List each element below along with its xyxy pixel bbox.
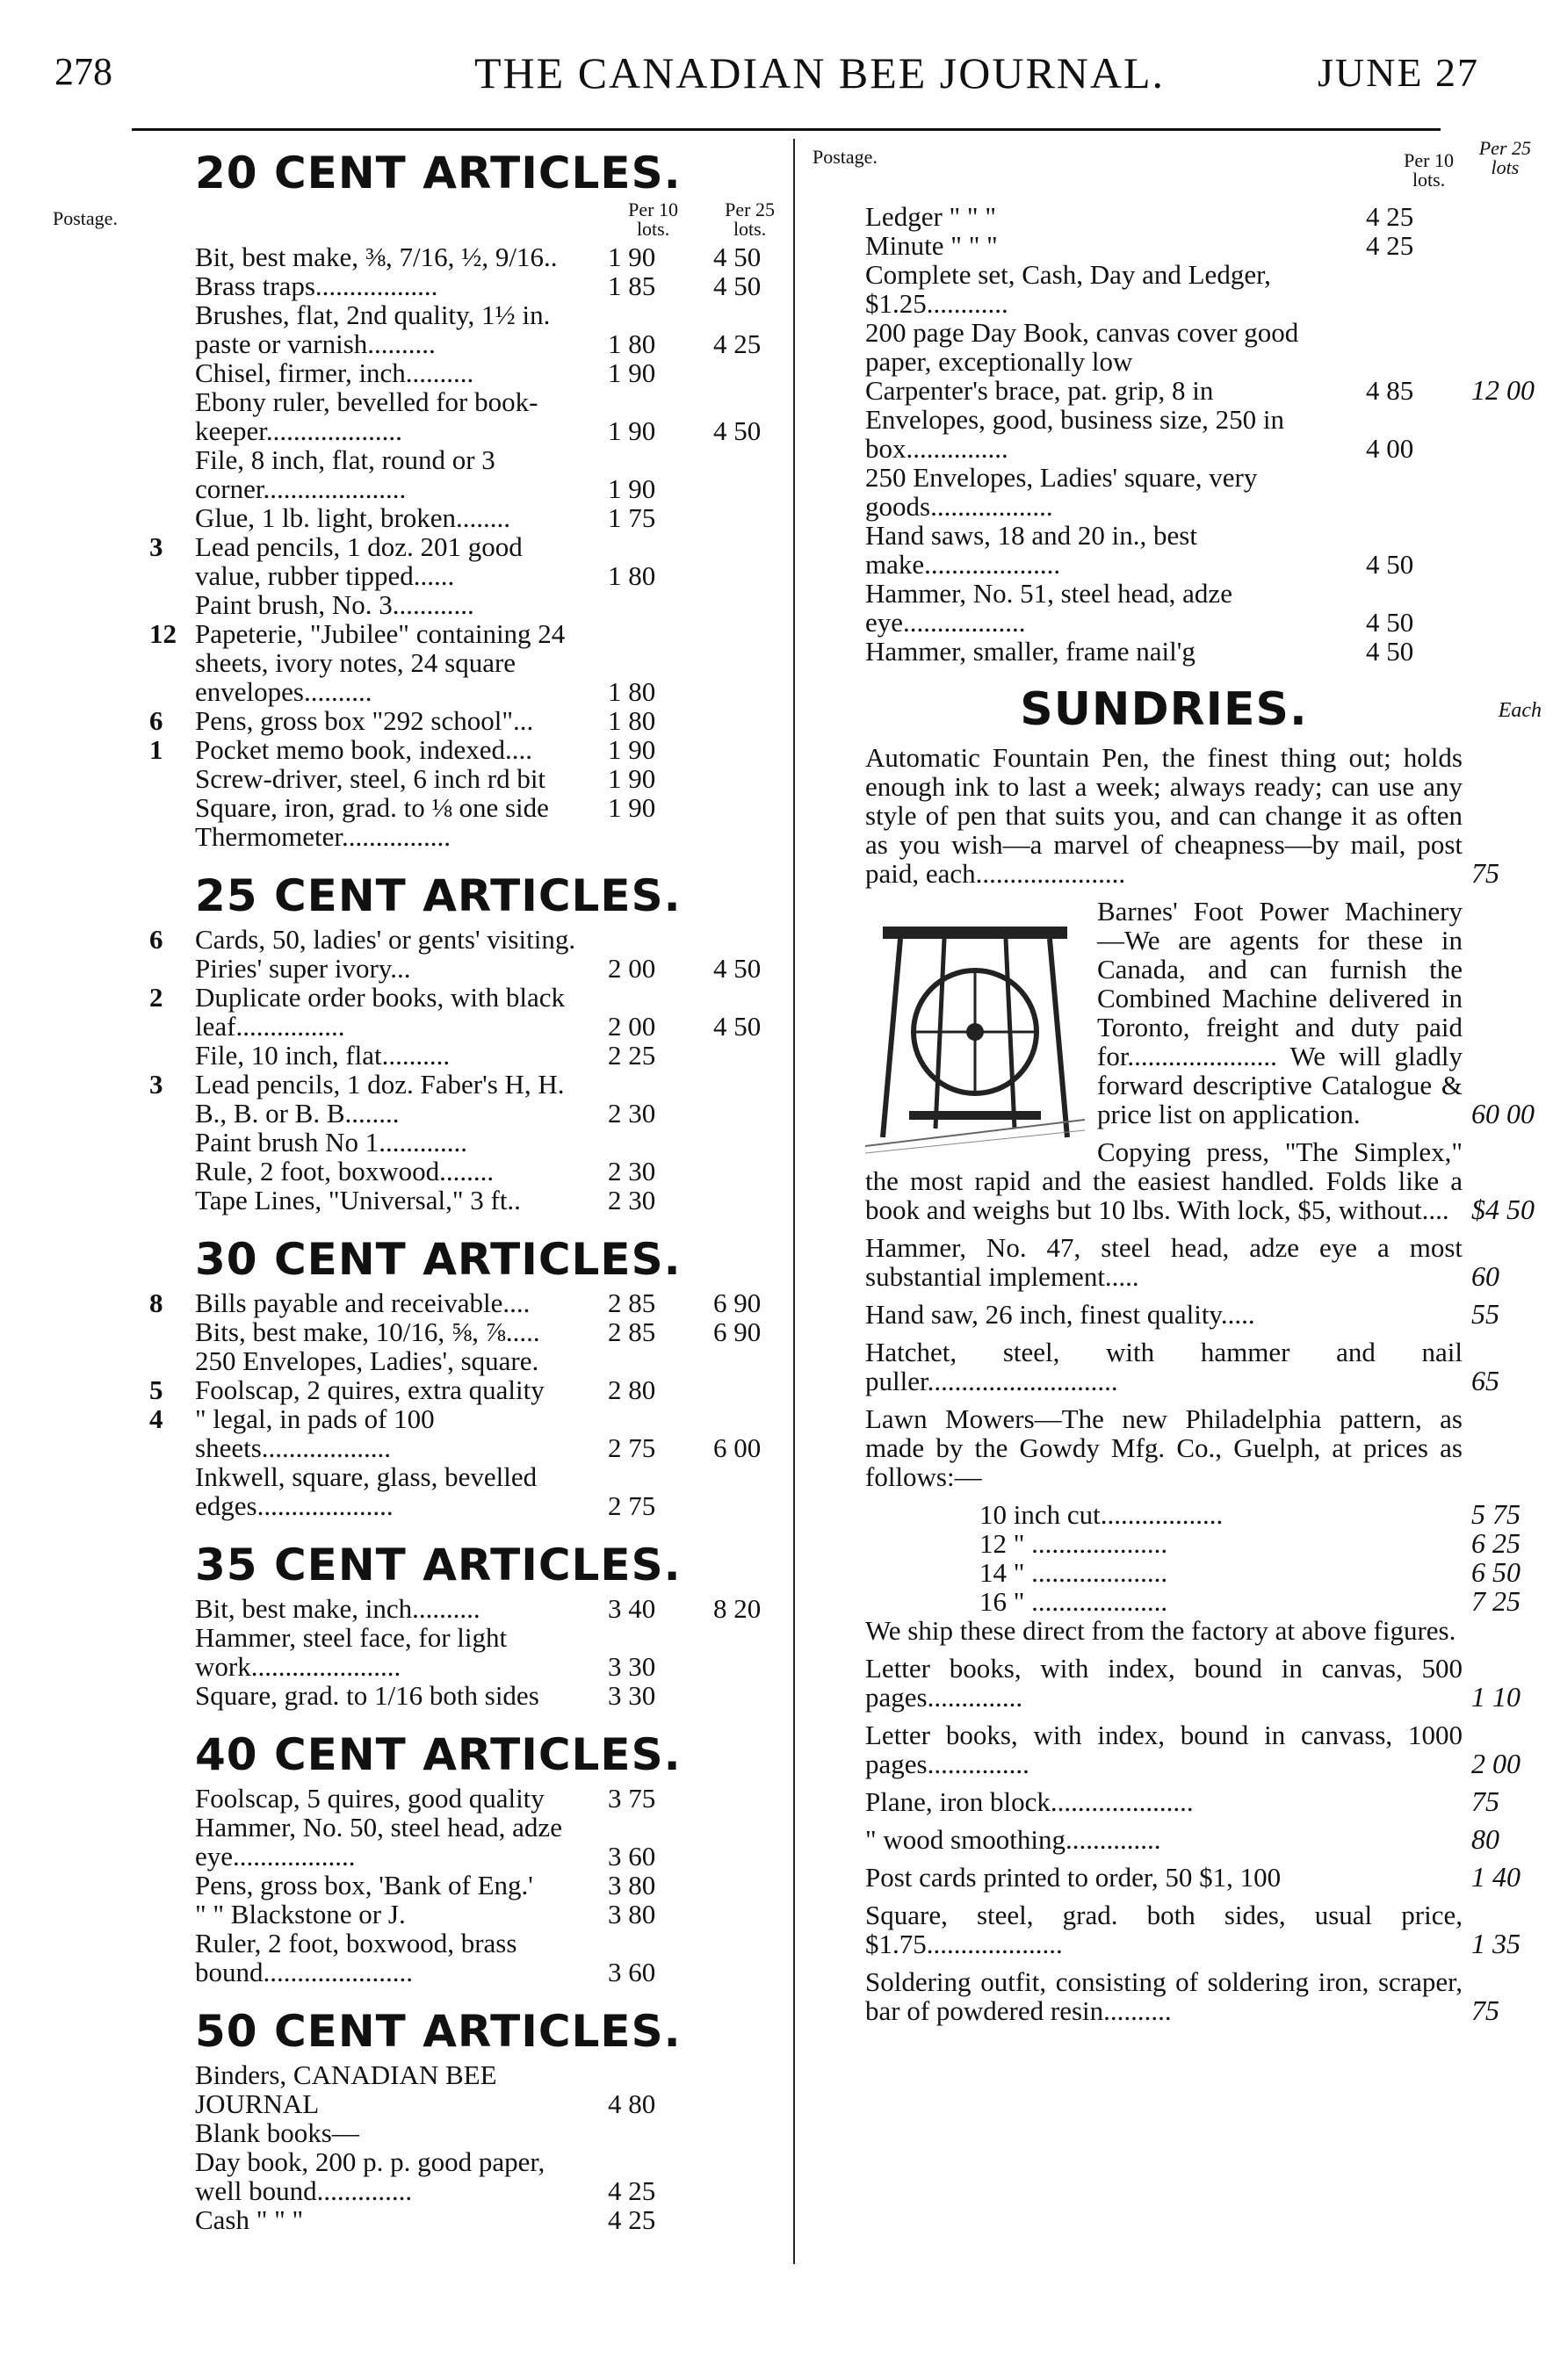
list-item [865,463,1463,521]
left-postage-label: Postage. [53,207,118,229]
per25-header: Per 25 lots [1478,137,1531,178]
sundry-item [865,1136,1535,1225]
price-per-25: 4 50 [713,953,762,984]
page-number: 278 [54,50,112,93]
right-column-headers [813,137,1531,202]
sundry-description: Square, steel, grad. both sides, usual price, $1.75.................... [865,1900,1463,1959]
price-per-10: 3 80 [608,1899,656,1929]
item-description: File, 8 inch, flat, round or 3 corner..................... [195,444,495,504]
price-per-10: 4 25 [1366,230,1414,261]
sundry-description: Soldering outfit, consisting of soldering iron, scraper, bar of powdered resin.......... [865,1966,1463,2026]
list-item [195,358,784,387]
list-item [865,374,1535,406]
item-description: Square, grad. to 1/16 both sides [195,1680,539,1711]
list-item [195,1157,784,1186]
list-item [865,579,1463,637]
list-item [195,822,784,851]
sundry-item [865,1337,1499,1396]
price-per-25: 6 00 [713,1432,762,1463]
item-description: Ebony ruler, bevelled for book-keeper.................... [195,386,538,446]
price-per-10: 4 80 [608,2088,656,2119]
price-per-10: 2 00 [608,953,656,984]
price-per-10: 3 30 [608,1651,656,1682]
list-item [195,1346,784,1375]
list-item [865,521,1463,579]
sundry-item [865,1966,1499,2026]
item-description: Bills payable and receivable.... [195,1287,531,1318]
sundry-price: 7 25 [1471,1585,1520,1617]
list-item [195,793,784,822]
list-item [149,1374,784,1405]
sundry-item [865,896,1535,1129]
list-item [149,1287,784,1318]
price-per-10: 3 60 [608,1841,656,1872]
sundry-item [865,1653,1520,1713]
price-per-10: 4 25 [608,2204,656,2235]
price-per-10: 4 85 [1366,375,1414,406]
item-description: Bits, best make, 10/16, ⅝, ⅞..... [195,1316,540,1347]
sundry-price: 1 10 [1471,1681,1520,1713]
list-item [195,2205,784,2234]
price-per-10: 1 90 [608,473,656,504]
price-per-10: 2 75 [608,1432,656,1463]
list-item [195,1041,784,1070]
list-item [195,1186,784,1215]
section-title: 30 CENT ARTICLES. [195,1234,682,1285]
sundry-description: 10 inch cut.................. [979,1499,1224,1530]
list-item [149,618,784,707]
item-description: " " Blackstone or J. [195,1899,406,1929]
list-item [149,705,784,736]
sundry-price: 65 [1471,1365,1499,1396]
list-item [195,1128,784,1157]
price-per-10: 2 30 [608,1098,656,1129]
price-per-10: 1 80 [608,560,656,591]
list-item [195,503,784,532]
sundry-item [865,1232,1499,1292]
price-per-10: 4 50 [1366,607,1414,638]
price-per-10: 3 60 [608,1957,656,1987]
list-item [195,242,784,271]
sundry-price: 5 75 [1471,1498,1520,1530]
price-per-10: 2 30 [608,1185,656,1215]
price-per-10: 3 30 [608,1680,656,1711]
sundry-description: " wood smoothing.............. [865,1824,1161,1855]
price-per-10: 1 90 [608,415,656,446]
sundry-price: 1 40 [1471,1861,1520,1893]
column-divider [793,139,795,2264]
section-title: 25 CENT ARTICLES. [195,870,682,921]
item-description: Glue, 1 lb. light, broken........ [195,502,511,533]
price-per-10: 1 90 [608,763,656,794]
sundry-price: 75 [1471,857,1499,889]
sundry-description: We ship these direct from the factory at above figures. [865,1615,1456,1646]
item-description: Foolscap, 5 quires, good quality [195,1783,545,1814]
per25-header: Per 25 lots. [725,198,775,240]
list-item [195,445,784,503]
item-description: Hammer, steel face, for light work...................... [195,1622,508,1682]
item-description: Papeterie, "Jubilee" containing 24 sheets, ivory notes, 24 square envelopes.......... [195,618,566,707]
item-description: Lead pencils, 1 doz. 201 good value, rubber tipped...... [195,531,523,591]
sundry-description: Hammer, No. 47, steel head, adze eye a most substantial implement..... [865,1232,1463,1292]
price-per-10: 2 30 [608,1156,656,1186]
item-description: Bit, best make, ⅜, 7/16, ½, 9/16.. [195,242,558,272]
sundry-price: 6 50 [1471,1556,1520,1588]
postage-qty: 1 [149,734,163,765]
sundry-item [865,1900,1520,1959]
item-description: Thermometer................ [195,821,451,852]
sundry-item [865,1720,1520,1779]
right-postage-label: Postage. [813,146,878,168]
sundry-description: Post cards printed to order, 50 $1, 100 [865,1862,1282,1893]
list-item [195,300,784,358]
issue-date: JUNE 27 [1318,50,1479,95]
item-description: Paint brush No 1............. [195,1127,467,1158]
sundry-description: 16 " .................... [979,1586,1168,1617]
list-item [195,590,784,619]
sundry-item [865,1556,1520,1588]
list-item [195,764,784,793]
sundry-item [865,742,1499,889]
sundry-price: 60 [1471,1260,1499,1292]
sundry-price: 2 00 [1471,1748,1520,1779]
price-per-10: 3 80 [608,1870,656,1900]
item-description: Hand saws, 18 and 20 in., best make.................... [865,520,1197,580]
item-description: Blank books— [195,2117,359,2148]
item-description: Brass traps.................. [195,270,438,301]
price-per-10: 4 00 [1366,433,1414,464]
item-description: Hammer, No. 51, steel head, adze eye.................. [865,578,1232,638]
sundry-description: Automatic Fountain Pen, the finest thing out; holds enough ink to last a week; always ready; can use any style of pen that suits you, and can change it as often as you wish—a marvel of cheapness—by mail, post paid, each...................... [865,742,1463,889]
price-per-10: 1 85 [608,270,656,301]
sundry-price: 75 [1471,1785,1499,1817]
sundry-item [865,1298,1499,1330]
item-description: Screw-driver, steel, 6 inch rd bit [195,763,546,794]
price-per-10: 2 85 [608,1316,656,1347]
item-description: 200 page Day Book, canvas cover good paper, exceptionally low [865,317,1299,377]
price-per-25: 4 50 [713,1011,762,1042]
list-item [149,982,784,1042]
price-per-10: 2 80 [608,1374,656,1405]
list-item [195,1813,784,1871]
right-column [813,137,1542,2034]
price-per-10: 3 40 [608,1593,656,1624]
item-description: Foolscap, 2 quires, extra quality [195,1374,545,1405]
sundry-description: Hatchet, steel, with hammer and nail puller............................ [865,1337,1463,1396]
item-description: Lead pencils, 1 doz. Faber's H, H. B., B. or B. B........ [195,1069,565,1129]
price-per-10: 1 75 [608,502,656,533]
item-description: Inkwell, square, glass, bevelled edges.................... [195,1461,538,1521]
sundry-item [865,1785,1499,1817]
sundries-header [865,683,1542,736]
price-per-25: 12 00 [1471,374,1535,406]
postage-qty: 6 [149,924,163,955]
price-per-25: 6 90 [713,1316,762,1347]
price-per-10: 1 80 [608,705,656,736]
list-item [865,637,1463,666]
list-item [195,2147,784,2205]
price-per-25: 4 50 [713,270,762,301]
item-description: Cash " " " [195,2204,304,2235]
list-item [195,1462,784,1520]
price-per-25: 6 90 [713,1287,762,1318]
list-item [149,924,784,984]
journal-title: THE CANADIAN BEE JOURNAL. [474,48,1166,97]
list-item [195,1871,784,1900]
sundry-item [865,1527,1520,1559]
list-item [195,1900,784,1929]
price-per-10: 1 80 [608,328,656,359]
item-description: Square, iron, grad. to ⅛ one side [195,792,549,823]
price-per-10: 4 50 [1366,636,1414,667]
item-description: Ruler, 2 foot, boxwood, brass bound...................... [195,1928,517,1987]
price-per-10: 4 25 [1366,201,1414,232]
postage-qty: 4 [149,1403,163,1434]
list-item [195,1317,784,1346]
each-label: Each [1498,699,1542,722]
postage-qty: 12 [149,618,177,649]
sundry-description: Hand saw, 26 inch, finest quality..... [865,1299,1255,1330]
sundry-description: Copying press, "The Simplex," the most rapid and the easiest handled. Folds like a book and weighs but 10 lbs. With lock, $5, without.... [865,1136,1463,1225]
sundry-description: 12 " .................... [979,1528,1168,1559]
sundry-price: 1 35 [1471,1928,1520,1959]
item-description: 250 Envelopes, Ladies' square, very goods.................. [865,462,1258,522]
sundry-description: Letter books, with index, bound in canvass, 1000 pages............... [865,1720,1463,1779]
item-description: Hammer, smaller, frame nail'g [865,636,1195,667]
list-item [195,2118,784,2147]
per10-header: Per 10 lots. [628,198,678,240]
item-description: Complete set, Cash, Day and Ledger, $1.25............ [865,259,1271,319]
per10-header: Per 10 lots. [1404,149,1454,191]
price-per-10: 2 75 [608,1490,656,1521]
item-description: Chisel, firmer, inch.......... [195,357,474,388]
sundry-price: 60 00 [1471,1098,1535,1129]
sundry-item [865,1498,1520,1530]
item-description: Duplicate order books, with black leaf................ [195,982,565,1042]
list-item [149,1403,784,1463]
item-description: Paint brush, No. 3............ [195,589,474,620]
sundry-description: Plane, iron block..................... [865,1786,1194,1817]
section-title: 50 CENT ARTICLES. [195,2006,682,2057]
price-per-25: 4 50 [713,242,762,272]
list-item [865,405,1463,463]
list-item [865,260,1463,318]
page-header [0,42,1553,104]
item-description: Cards, 50, ladies' or gents' visiting. Piries' super ivory... [195,924,576,984]
list-item [195,271,784,300]
item-description: File, 10 inch, flat.......... [195,1040,451,1071]
price-per-10: 2 00 [608,1011,656,1042]
list-item [195,1929,784,1987]
list-item [195,1681,784,1710]
item-description: Hammer, No. 50, steel head, adze eye.................. [195,1812,562,1872]
postage-qty: 6 [149,705,163,736]
postage-qty: 3 [149,1069,163,1100]
item-description: Minute " " " [865,230,998,261]
item-description: 250 Envelopes, Ladies', square. [195,1345,539,1376]
list-item [195,1594,784,1623]
item-description: Envelopes, good, business size, 250 in box............... [865,404,1285,464]
item-description: Binders, CANADIAN BEE JOURNAL [195,2059,497,2119]
item-description: Tape Lines, "Universal," 3 ft.. [195,1185,521,1215]
item-description: Pens, gross box "292 school"... [195,705,534,736]
sundry-price: $4 50 [1471,1194,1535,1225]
sundry-item [865,1616,1463,1645]
header-rule [132,128,1441,131]
sundry-item [865,1404,1463,1491]
item-description: Pocket memo book, indexed.... [195,734,532,765]
list-item [195,387,784,445]
list-item [865,202,1463,231]
list-item [149,531,784,591]
sundry-description: Barnes' Foot Power Machinery—We are agents for these in Canada, and can furnish the Combined Machine delivered in Toronto, freight and duty paid for...................... We will gladly forward descriptive Catalogue & price list on application. [1097,896,1463,1129]
sundry-price: 55 [1471,1298,1499,1330]
sundry-description: Lawn Mowers—The new Philadelphia pattern, as made by the Gowdy Mfg. Co., Guelph, at prices as follows:— [865,1403,1463,1492]
price-per-25: 8 20 [713,1593,762,1624]
item-description: Ledger " " " [865,201,996,232]
list-item [865,231,1463,260]
price-per-10: 1 90 [608,792,656,823]
item-description: Carpenter's brace, pat. grip, 8 in [865,375,1214,406]
price-per-10: 3 75 [608,1783,656,1814]
section-title: 35 CENT ARTICLES. [195,1540,682,1590]
item-description: " legal, in pads of 100 sheets................... [195,1403,435,1463]
list-item [195,1623,784,1681]
list-item [195,2060,784,2118]
price-per-10: 2 85 [608,1287,656,1318]
list-item [865,318,1463,376]
price-per-10: 1 80 [608,676,656,707]
postage-qty: 2 [149,982,163,1013]
item-description: Brushes, flat, 2nd quality, 1½ in. paste or varnish.......... [195,299,551,359]
price-per-10: 2 25 [608,1040,656,1071]
price-per-10: 4 50 [1366,549,1414,580]
postage-qty: 3 [149,531,163,562]
price-per-25: 4 50 [713,415,762,446]
left-column [149,139,784,2235]
sundry-price: 75 [1471,1994,1499,2026]
list-item [195,1784,784,1813]
sundry-description: Letter books, with index, bound in canvas, 500 pages.............. [865,1653,1463,1713]
sundry-item [865,1823,1499,1855]
sundries-title: SUNDRIES. [1020,683,1308,736]
section-title: 40 CENT ARTICLES. [195,1729,682,1780]
price-per-10: 4 25 [608,2175,656,2206]
item-description: Bit, best make, inch.......... [195,1593,480,1624]
sundry-item [865,1861,1520,1893]
column-headers [195,198,784,242]
sundry-price: 6 25 [1471,1527,1520,1559]
foot-power-machine-illustration [865,900,1085,1155]
sundry-price: 80 [1471,1823,1499,1855]
price-per-10: 1 90 [608,357,656,388]
section-title: 20 CENT ARTICLES. [195,148,682,198]
item-description: Rule, 2 foot, boxwood........ [195,1156,495,1186]
item-description: Pens, gross box, 'Bank of Eng.' [195,1870,533,1900]
sundry-description: 14 " .................... [979,1557,1168,1588]
price-per-10: 1 90 [608,734,656,765]
list-item [149,734,784,765]
price-per-10: 1 90 [608,242,656,272]
item-description: Day book, 200 p. p. good paper, well bound.............. [195,2146,545,2206]
sundry-item [865,1585,1520,1617]
postage-qty: 5 [149,1374,163,1405]
postage-qty: 8 [149,1287,163,1318]
price-per-25: 4 25 [713,328,762,359]
list-item [149,1069,784,1129]
